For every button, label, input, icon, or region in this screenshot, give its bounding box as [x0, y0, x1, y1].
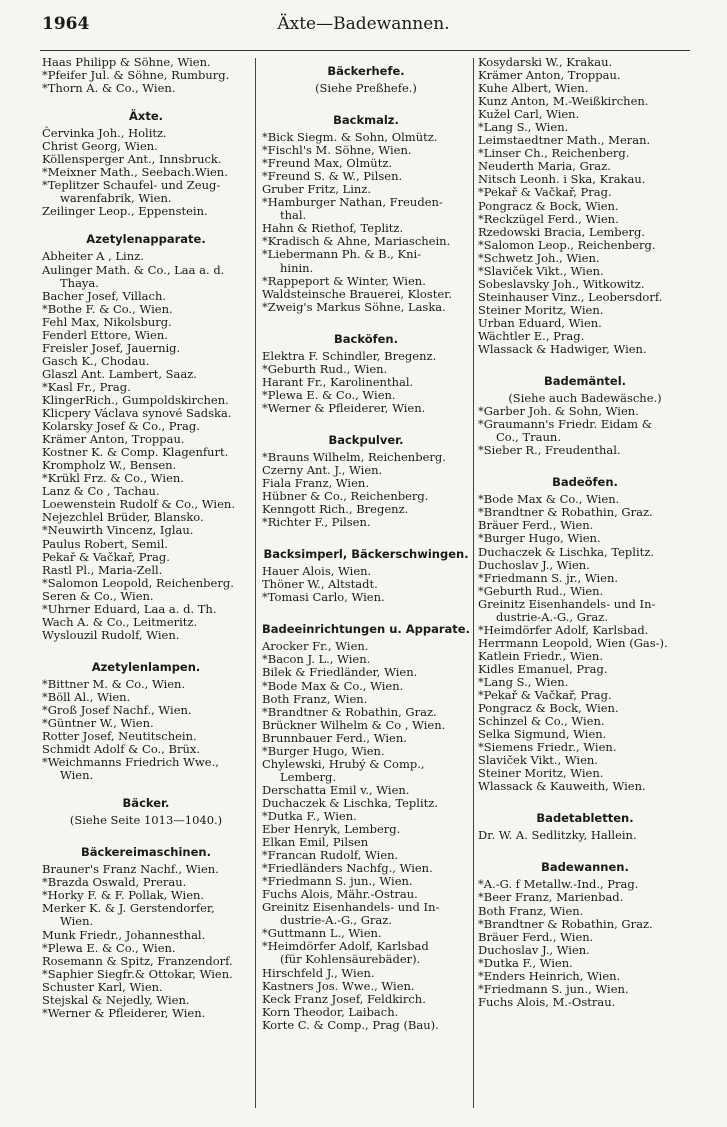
- directory-entry: Rastl Pl., Maria-Zell.: [42, 562, 163, 577]
- directory-entry: Brunnbauer Ferd., Wien.: [262, 730, 407, 745]
- directory-entry: *Güntner W., Wien.: [42, 716, 154, 731]
- directory-entry: Wach A. & Co., Leitmeritz.: [42, 614, 198, 629]
- section-heading: Äxte.: [129, 109, 163, 124]
- directory-entry: Christ Georg, Wien.: [42, 139, 158, 154]
- directory-entry: *Guttmann L., Wien.: [262, 926, 382, 941]
- directory-entry: Kidles Emanuel, Prag.: [478, 661, 608, 676]
- column-3: [478, 56, 692, 1107]
- directory-entry: *Burger Hugo, Wien.: [262, 743, 385, 758]
- directory-entry: KlingerRich., Gumpoldskirchen.: [42, 392, 229, 407]
- section-note: (Siehe Seite 1013—1040.): [69, 813, 223, 828]
- entry-continuation: dustrie-A.-G., Graz.: [280, 913, 393, 928]
- directory-entry: *Fischl's M. Söhne, Wien.: [262, 143, 412, 158]
- directory-entry: Gruber Fritz, Linz.: [262, 182, 371, 197]
- entry-continuation: Thaya.: [60, 275, 99, 290]
- directory-entry: *Plewa E. & Co., Wien.: [262, 387, 396, 402]
- page-title: Äxte—Badewannen.: [277, 14, 450, 34]
- directory-entry: Merker K. & J. Gerstendorfer,: [42, 901, 215, 916]
- directory-entry: *Brandtner & Robathin, Graz.: [478, 505, 653, 520]
- directory-entry: Haas Philipp & Söhne, Wien.: [42, 55, 211, 69]
- directory-entry: *Brauns Wilhelm, Reichenberg.: [262, 449, 446, 464]
- directory-entry: *Werner & Pfleiderer, Wien.: [262, 400, 426, 415]
- directory-entry: *Burger Hugo, Wien.: [478, 531, 601, 546]
- directory-entry: Rzedowski Bracia, Lemberg.: [478, 224, 645, 239]
- directory-entry: Both Franz, Wien.: [478, 903, 584, 918]
- directory-entry: *Graumann's Friedr. Eidam &: [478, 417, 652, 432]
- directory-entry: *Beer Franz, Marienbad.: [478, 890, 624, 905]
- directory-entry: Wlassack & Hadwiger, Wien.: [478, 342, 647, 357]
- directory-entry: *Lang S., Wien.: [478, 674, 569, 689]
- directory-entry: *Bode Max & Co., Wien.: [262, 678, 404, 693]
- section-heading: Backsimperl, Bäckerschwingen.: [263, 547, 469, 562]
- directory-entry: *Hamburger Nathan, Freuden-: [262, 195, 443, 210]
- section-heading: Bäckereimaschinen.: [81, 845, 211, 860]
- column-divider: [473, 58, 474, 1108]
- section-note: (Siehe Preßhefe.): [315, 81, 417, 95]
- directory-entry: *Thorn A. & Co., Wien.: [42, 81, 176, 96]
- directory-entry: Rotter Josef, Neutitschein.: [42, 729, 197, 744]
- directory-entry: Stejskal & Nejedly, Wien.: [42, 992, 190, 1007]
- directory-entry: Loewenstein Rudolf & Co., Wien.: [42, 497, 235, 512]
- directory-entry: *Salomon Leopold, Reichenberg.: [42, 575, 234, 590]
- entry-continuation: (für Kohlensäurebäder).: [280, 952, 421, 967]
- directory-entry: *Friedländers Nachfg., Wien.: [262, 861, 433, 876]
- directory-entry: *Horky F. & F. Pollak, Wien.: [42, 888, 205, 903]
- directory-entry: Derschatta Emil v., Wien.: [262, 782, 410, 797]
- directory-entry: Kastners Jos. Wwe., Wien.: [262, 978, 415, 993]
- directory-entry: Schuster Karl, Wien.: [42, 979, 163, 994]
- directory-entry: *Geburth Rud., Wien.: [262, 361, 388, 376]
- directory-entry: *Böll Al., Wien.: [42, 689, 131, 704]
- directory-entry: *Friedmann S. jr., Wien.: [478, 570, 619, 585]
- directory-entry: Kunz Anton, M.-Weißkirchen.: [478, 94, 649, 109]
- directory-entry: Lanz & Co , Tachau.: [42, 484, 160, 499]
- directory-entry: Slaviček Vikt., Wien.: [478, 753, 598, 768]
- directory-entry: Steiner Moritz, Wien.: [478, 302, 604, 317]
- section-heading: Bäcker.: [122, 796, 170, 811]
- directory-entry: *Heimdörfer Adolf, Karlsbad.: [478, 622, 649, 637]
- column-1: [42, 56, 250, 1107]
- directory-entry: *Brandtner & Robathin, Graz.: [262, 704, 437, 719]
- directory-entry: Elkan Emil, Pilsen: [262, 835, 369, 850]
- directory-entry: Klicpery Václava synové Sadska.: [42, 406, 232, 421]
- directory-entry: Wächtler E., Prag.: [478, 328, 585, 343]
- directory-entry: *Freund S. & W., Pilsen.: [262, 169, 403, 184]
- directory-entry: Steiner Moritz, Wien.: [478, 766, 604, 781]
- directory-entry: *Enders Heinrich, Wien.: [478, 968, 621, 983]
- directory-entry: Hahn & Riethof, Teplitz.: [262, 221, 404, 236]
- section-heading: Badeöfen.: [552, 475, 618, 490]
- column-divider: [255, 58, 256, 1108]
- directory-entry: *Kradisch & Ahne, Mariaschein.: [262, 234, 451, 249]
- directory-entry: Kosydarski W., Krakau.: [478, 55, 613, 69]
- directory-entry: Brückner Wilhelm & Co , Wien.: [262, 717, 446, 732]
- directory-entry: *Krükl Frz. & Co., Wien.: [42, 471, 184, 486]
- directory-entry: Sobeslavsky Joh., Witkowitz.: [478, 276, 645, 291]
- directory-entry: Brauner's Franz Nachf., Wien.: [42, 862, 219, 877]
- section-heading: Badeeinrichtungen u. Apparate.: [262, 622, 470, 637]
- entry-continuation: thal.: [280, 208, 307, 223]
- directory-entry: Bräuer Ferd., Wien.: [478, 518, 594, 533]
- directory-entry: *Saphier Siegfr.& Ottokar, Wien.: [42, 966, 233, 981]
- directory-entry: Dr. W. A. Sedlitzky, Hallein.: [478, 828, 637, 843]
- directory-entry: Abheiter A , Linz.: [42, 249, 144, 264]
- directory-entry: Glaszl Ant. Lambert, Saaz.: [42, 366, 197, 381]
- directory-entry: Korn Theodor, Laibach.: [262, 1004, 399, 1019]
- directory-entry: Seren & Co., Wien.: [42, 588, 154, 603]
- directory-entry: *Werner & Pfleiderer, Wien.: [42, 1005, 206, 1020]
- directory-entry: *Neuwirth Vincenz, Iglau.: [42, 523, 194, 538]
- directory-entry: Pongracz & Bock, Wien.: [478, 701, 619, 716]
- column-2: [262, 56, 470, 1107]
- directory-entry: Greinitz Eisenhandels- und In-: [262, 900, 440, 915]
- directory-entry: *Plewa E. & Co., Wien.: [42, 940, 176, 955]
- directory-entry: Arocker Fr., Wien.: [262, 639, 369, 654]
- directory-entry: Hübner & Co., Reichenberg.: [262, 489, 429, 504]
- directory-entry: Pekař & Vačkař, Prag.: [42, 549, 170, 564]
- entry-continuation: Wien.: [60, 768, 94, 783]
- page-header: [0, 14, 727, 42]
- directory-entry: Hauer Alois, Wien.: [262, 564, 372, 579]
- directory-entry: Kostner K. & Comp. Klagenfurt.: [42, 445, 229, 460]
- directory-entry: Krompholz W., Bensen.: [42, 458, 177, 473]
- directory-entry: *Salomon Leop., Reichenberg.: [478, 237, 656, 252]
- directory-entry: Bräuer Ferd., Wien.: [478, 929, 594, 944]
- directory-entry: *Groß Josef Nachf., Wien.: [42, 702, 192, 717]
- directory-entry: *Sieber R., Freudenthal.: [478, 443, 621, 458]
- directory-entry: Munk Friedr., Johannesthal.: [42, 927, 206, 942]
- entry-continuation: hinin.: [280, 260, 314, 275]
- section-heading: Badetabletten.: [536, 811, 634, 826]
- directory-entry: Fiala Franz, Wien.: [262, 476, 369, 491]
- directory-entry: Rosemann & Spitz, Franzendorf.: [42, 953, 233, 968]
- directory-entry: *Heimdörfer Adolf, Karlsbad: [262, 939, 429, 954]
- directory-entry: Köllensperger Ant., Innsbruck.: [42, 152, 222, 167]
- directory-entry: Thöner W., Altstadt.: [262, 577, 378, 592]
- directory-entry: *Pekař & Vačkař, Prag.: [478, 185, 612, 200]
- directory-entry: *Tomasi Carlo, Wien.: [262, 590, 385, 605]
- directory-entry: Duchoslav J., Wien.: [478, 557, 590, 572]
- directory-entry: Schinzel & Co., Wien.: [478, 714, 605, 729]
- directory-entry: *Garber Joh. & Sohn, Wien.: [478, 404, 639, 419]
- directory-entry: Steinhauser Vinz., Leobersdorf.: [478, 289, 663, 304]
- directory-entry: Schmidt Adolf & Co., Brüx.: [42, 742, 201, 757]
- directory-entry: Elektra F. Schindler, Bregenz.: [262, 348, 437, 363]
- directory-entry: Fehl Max, Nikolsburg.: [42, 314, 172, 329]
- directory-entry: *Bick Siegm. & Sohn, Olmütz.: [262, 130, 438, 145]
- entry-continuation: Co., Traun.: [496, 430, 561, 445]
- directory-entry: Czerny Ant. J., Wien.: [262, 462, 383, 477]
- directory-entry: Freisler Josef, Jauernig.: [42, 340, 181, 355]
- directory-entry: *Kasl Fr., Prag.: [42, 379, 131, 394]
- directory-entry: Fuchs Alois, M.-Ostrau.: [478, 994, 616, 1009]
- header-rule: [40, 50, 690, 51]
- directory-entry: Wyslouzil Rudolf, Wien.: [42, 627, 180, 642]
- page-number: 1964: [42, 14, 90, 34]
- directory-entry: *Weichmanns Friedrich Wwe.,: [42, 755, 219, 770]
- directory-entry: Fenderl Ettore, Wien.: [42, 327, 168, 342]
- directory-entry: Kužel Carl, Wien.: [478, 107, 580, 122]
- directory-entry: *Siemens Friedr., Wien.: [478, 740, 617, 755]
- directory-entry: Duchaczek & Lischka, Teplitz.: [478, 544, 654, 559]
- entry-continuation: Lemberg.: [280, 769, 337, 784]
- directory-entry: Paulus Robert, Semil.: [42, 536, 168, 551]
- directory-entry: *Bothe F. & Co., Wien.: [42, 301, 173, 316]
- directory-entry: Krämer Anton, Troppau.: [478, 68, 621, 83]
- directory-entry: Bacher Josef, Villach.: [42, 288, 167, 303]
- directory-entry: Zeilinger Leop., Eppenstein.: [42, 204, 208, 219]
- directory-entry: *Friedmann S. jun., Wien.: [262, 874, 413, 889]
- directory-entry: *Geburth Rud., Wien.: [478, 583, 604, 598]
- directory-entry: *Brazda Oswald, Prerau.: [42, 875, 187, 890]
- directory-entry: *Zweig's Markus Söhne, Laska.: [262, 299, 446, 314]
- directory-entry: Nitsch Leonh. i Ska, Krakau.: [478, 172, 646, 187]
- entry-continuation: Wien.: [60, 914, 94, 929]
- directory-entry: Korte C. & Comp., Prag (Bau).: [262, 1017, 439, 1032]
- directory-entry: Červinka Joh., Holitz.: [42, 126, 167, 141]
- directory-entry: Nejezchlel Brüder, Blansko.: [42, 510, 204, 525]
- directory-entry: *A.-G. f Metallw.-Ind., Prag.: [478, 877, 639, 892]
- directory-entry: Aulinger Math. & Co., Laa a. d.: [42, 262, 225, 277]
- directory-entry: *Brandtner & Robathin, Graz.: [478, 916, 653, 931]
- directory-entry: *Freund Max, Olmütz.: [262, 156, 393, 171]
- section-note: (Siehe auch Badewäsche.): [508, 391, 662, 406]
- section-heading: Backpulver.: [328, 432, 404, 447]
- directory-entry: Eber Henryk, Lemberg.: [262, 822, 401, 837]
- directory-entry: Waldsteinsche Brauerei, Kloster.: [262, 286, 453, 301]
- directory-entry: *Teplitzer Schaufel- und Zeug-: [42, 178, 221, 193]
- directory-entry: *Francan Rudolf, Wien.: [262, 848, 399, 863]
- section-heading: Backöfen.: [334, 331, 398, 346]
- directory-entry: Duchaczek & Lischka, Teplitz.: [262, 795, 438, 810]
- section-heading: Badewannen.: [541, 860, 629, 875]
- directory-entry: *Reckzügel Ferd., Wien.: [478, 211, 619, 226]
- directory-entry: Kolarsky Josef & Co., Prag.: [42, 419, 200, 434]
- directory-entry: Chylewski, Hrubý & Comp.,: [262, 756, 425, 771]
- section-heading: Backmalz.: [333, 113, 399, 128]
- directory-entry: Greinitz Eisenhandels- und In-: [478, 596, 656, 611]
- directory-entry: Selka Sigmund, Wien.: [478, 727, 607, 742]
- directory-entry: Katlein Friedr., Wien.: [478, 648, 603, 663]
- directory-entry: Fuchs Alois, Mähr.-Ostrau.: [262, 887, 418, 902]
- directory-entry: Kenngott Rich., Bregenz.: [262, 502, 409, 517]
- directory-entry: Harant Fr., Karolinenthal.: [262, 374, 414, 389]
- directory-entry: Pongracz & Bock, Wien.: [478, 198, 619, 213]
- section-heading: Azetylenapparate.: [86, 232, 206, 247]
- directory-entry: Neuderth Maria, Graz.: [478, 159, 611, 174]
- entry-continuation: dustrie-A.-G., Graz.: [496, 609, 609, 624]
- directory-entry: *Uhrner Eduard, Laa a. d. Th.: [42, 601, 217, 616]
- directory-entry: *Dutka F., Wien.: [478, 955, 573, 970]
- directory-entry: *Liebermann Ph. & B., Kni-: [262, 247, 422, 262]
- directory-entry: Duchoslav J., Wien.: [478, 942, 590, 957]
- directory-entry: Leimstaedtner Math., Meran.: [478, 133, 651, 148]
- directory-entry: *Friedmann S. jun., Wien.: [478, 981, 629, 996]
- section-heading: Bäckerhefe.: [327, 64, 405, 78]
- directory-entry: *Pekař & Vačkař, Prag.: [478, 688, 612, 703]
- directory-entry: *Schwetz Joh., Wien.: [478, 250, 600, 265]
- directory-entry: Wlassack & Kauweith, Wien.: [478, 779, 646, 794]
- directory-entry: Bilek & Friedländer, Wien.: [262, 665, 418, 680]
- directory-entry: *Bacon J. L., Wien.: [262, 652, 371, 667]
- directory-entry: *Bittner M. & Co., Wien.: [42, 676, 186, 691]
- directory-entry: *Slaviček Vikt., Wien.: [478, 263, 604, 278]
- directory-entry: *Linser Ch., Reichenberg.: [478, 146, 630, 161]
- directory-entry: Urban Eduard, Wien.: [478, 315, 602, 330]
- directory-entry: Herrmann Leopold, Wien (Gas-).: [478, 635, 668, 650]
- entry-continuation: warenfabrik, Wien.: [60, 191, 172, 206]
- section-heading: Azetylenlampen.: [91, 659, 201, 674]
- directory-entry: *Lang S., Wien.: [478, 120, 569, 135]
- directory-entry: *Dutka F., Wien.: [262, 808, 357, 823]
- directory-entry: *Meixner Math., Seebach.Wien.: [42, 165, 228, 180]
- directory-entry: *Bode Max & Co., Wien.: [478, 492, 620, 507]
- directory-entry: *Pfeifer Jul. & Söhne, Rumburg.: [42, 68, 230, 83]
- directory-entry: *Richter F., Pilsen.: [262, 515, 371, 530]
- section-heading: Bademäntel.: [543, 374, 627, 389]
- directory-entry: Kuhe Albert, Wien.: [478, 81, 589, 96]
- directory-entry: *Rappeport & Winter, Wien.: [262, 273, 426, 288]
- directory-entry: Krämer Anton, Troppau.: [42, 432, 185, 447]
- directory-entry: Gasch K., Chodau.: [42, 353, 150, 368]
- directory-entry: Keck Franz Josef, Feldkirch.: [262, 991, 426, 1006]
- directory-entry: Both Franz, Wien.: [262, 691, 368, 706]
- directory-entry: Hirschfeld J., Wien.: [262, 965, 375, 980]
